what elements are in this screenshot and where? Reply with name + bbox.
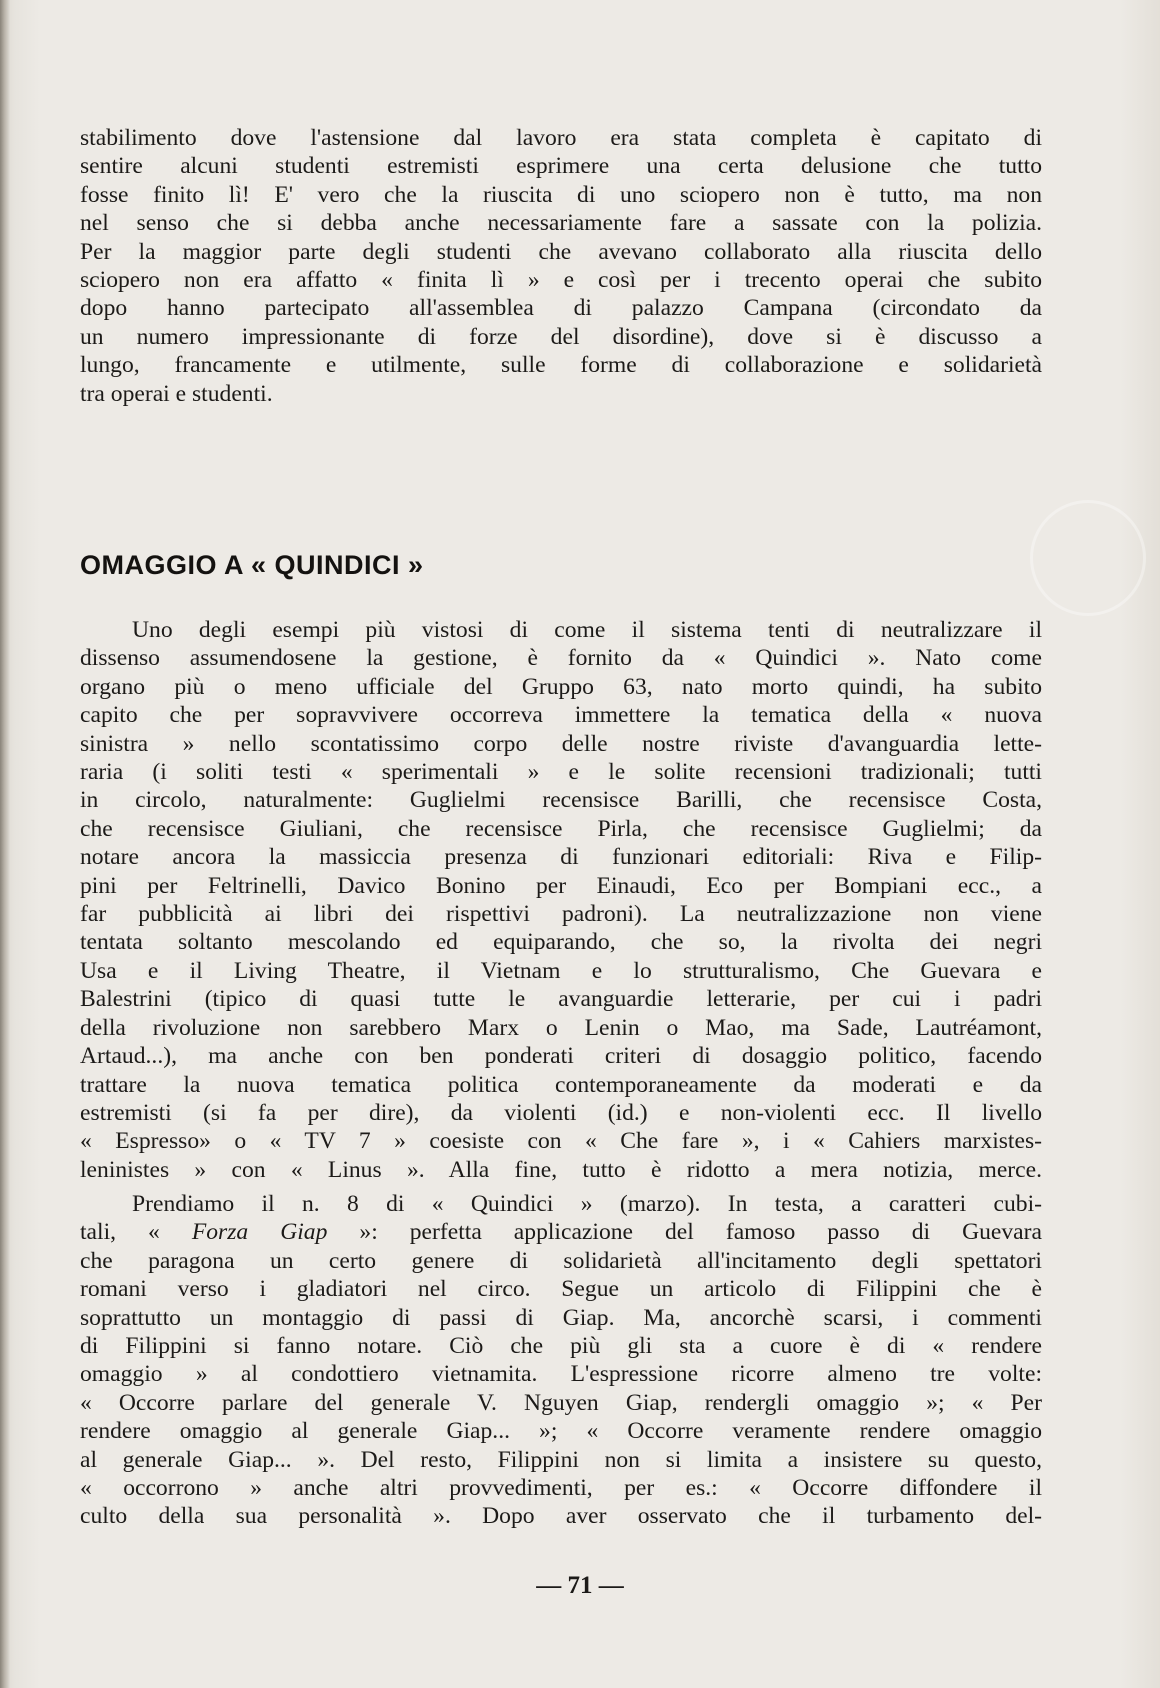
main-paragraph — [80, 616, 1042, 1184]
text-line: della rivoluzione non sarebbero Marx o Lenin o Mao, ma Sade, Lautréamont, — [80, 1014, 1042, 1041]
text-line: nel senso che si debba anche necessariamente fare a sassate con la polizia. — [80, 210, 1042, 237]
text-line: far pubblicità ai libri dei rispettivi padroni). La neutralizzazione non viene — [80, 901, 1042, 928]
text-line: soprattutto un montaggio di passi di Giap. Ma, ancorchè scarsi, i commenti — [80, 1304, 1042, 1331]
text-line: Per la maggior parte degli studenti che avevano collaborato alla riuscita dello — [80, 238, 1042, 265]
text-line: Usa e il Living Theatre, il Vietnam e lo strutturalismo, Che Guevara e — [80, 957, 1042, 984]
text-line: « occorrono » anche altri provvedimenti, per es.: « Occorre diffondere il — [80, 1475, 1042, 1502]
text-line: Prendiamo il n. 8 di « Quindici » (marzo). In testa, a caratteri cubi- — [132, 1191, 1042, 1217]
text-line: culto della sua personalità ». Dopo aver osservato che il turbamento del- — [80, 1503, 1042, 1530]
text-line: raria (i soliti testi « sperimentali » e le solite recensioni tradizionali; tutti — [80, 759, 1042, 786]
page-number: — 71 — — [536, 1572, 624, 1599]
italic-title: Forza Giap — [191, 1219, 328, 1246]
text-line: fosse finito lì! E' vero che la riuscita di uno sciopero non è tutto, ma non — [80, 181, 1042, 208]
text-fragment: tali, « — [80, 1219, 192, 1246]
watermark-circle — [1030, 500, 1146, 616]
section-heading: OMAGGIO A « QUINDICI » — [80, 550, 424, 580]
text-line: rendere omaggio al generale Giap... »; « Occorre veramente rendere omaggio — [80, 1418, 1042, 1445]
text-line: di Filippini si fanno notare. Ciò che più gli sta a cuore è di « rendere — [80, 1333, 1042, 1360]
text-fragment: »: perfetta applicazione del famoso passo di Guevara — [327, 1219, 1042, 1246]
text-line: un numero impressionante di forze del disordine), dove si è discusso a — [80, 323, 1042, 350]
text-line: romani verso i gladiatori nel circo. Segue un articolo di Filippini che è — [80, 1276, 1042, 1303]
text-line: capito che per sopravvivere occorreva immettere la tematica della « nuova — [80, 702, 1042, 729]
text-line: organo più o meno ufficiale del Gruppo 63, nato morto quindi, ha subito — [80, 673, 1042, 700]
text-line: al generale Giap... ». Del resto, Filippini non si limita a insistere su questo, — [80, 1446, 1042, 1473]
text-line: che paragona un certo genere di solidarietà all'incitamento degli spettatori — [80, 1247, 1042, 1274]
text-line: tentata soltanto mescolando ed equiparando, che so, la rivolta dei negri — [80, 929, 1042, 956]
text-line: Artaud...), ma anche con ben ponderati criteri di dosaggio politico, facendo — [80, 1043, 1042, 1070]
text-line: « Espresso» o « TV 7 » coesiste con « Che fare », i « Cahiers marxistes- — [80, 1128, 1042, 1155]
text-line: estremisti (si fa per dire), da violenti (id.) e non-violenti ecc. Il livello — [80, 1099, 1042, 1126]
text-line: « Occorre parlare del generale V. Nguyen Giap, rendergli omaggio »; « Per — [80, 1389, 1042, 1416]
text-line: che recensisce Giuliani, che recensisce Pirla, che recensisce Guglielmi; da — [80, 815, 1042, 842]
text-line: Balestrini (tipico di quasi tutte le avanguardie letterarie, per cui i padri — [80, 986, 1042, 1013]
text-line: stabilimento dove l'astensione dal lavoro era stata completa è capitato di — [80, 125, 1042, 151]
text-line: leninistes » con « Linus ». Alla fine, tutto è ridotto a mera notizia, merce. — [80, 1156, 1042, 1183]
text-line: sentire alcuni studenti estremisti esprimere una certa delusione che tutto — [80, 153, 1042, 180]
text-line: pini per Feltrinelli, Davico Bonino per Einaudi, Eco per Bompiani ecc., a — [80, 872, 1042, 899]
binding-edge — [0, 0, 10, 1688]
text-line: sciopero non era affatto « finita lì » e così per i trecento operai che subito — [80, 267, 1042, 294]
text-line: tra operai e studenti. — [80, 380, 273, 407]
text-line: lungo, francamente e utilmente, sulle forme di collaborazione e solidarietà — [80, 352, 1042, 379]
text-line: in circolo, naturalmente: Guglielmi recensisce Barilli, che recensisce Costa, — [80, 787, 1042, 814]
text-line: trattare la nuova tematica politica contemporaneamente da moderati e da — [80, 1071, 1042, 1098]
top-paragraph — [80, 124, 1042, 408]
text-line: dissenso assumendosene la gestione, è fornito da « Quindici ». Nato come — [80, 645, 1042, 672]
text-line: dopo hanno partecipato all'assemblea di palazzo Campana (circondato da — [80, 295, 1042, 322]
text-line: sinistra » nello scontatissimo corpo delle nostre riviste d'avanguardia lette- — [80, 730, 1042, 757]
text-line: omaggio » al condottiero vietnamita. L'espressione ricorre almeno tre volte: — [80, 1361, 1042, 1388]
text-line: notare ancora la massiccia presenza di funzionari editoriali: Riva e Filip- — [80, 844, 1042, 871]
text-line: Uno degli esempi più vistosi di come il sistema tenti di neutralizzare il — [132, 617, 1042, 643]
second-paragraph — [80, 1190, 1042, 1531]
text-line — [80, 1218, 1042, 1246]
